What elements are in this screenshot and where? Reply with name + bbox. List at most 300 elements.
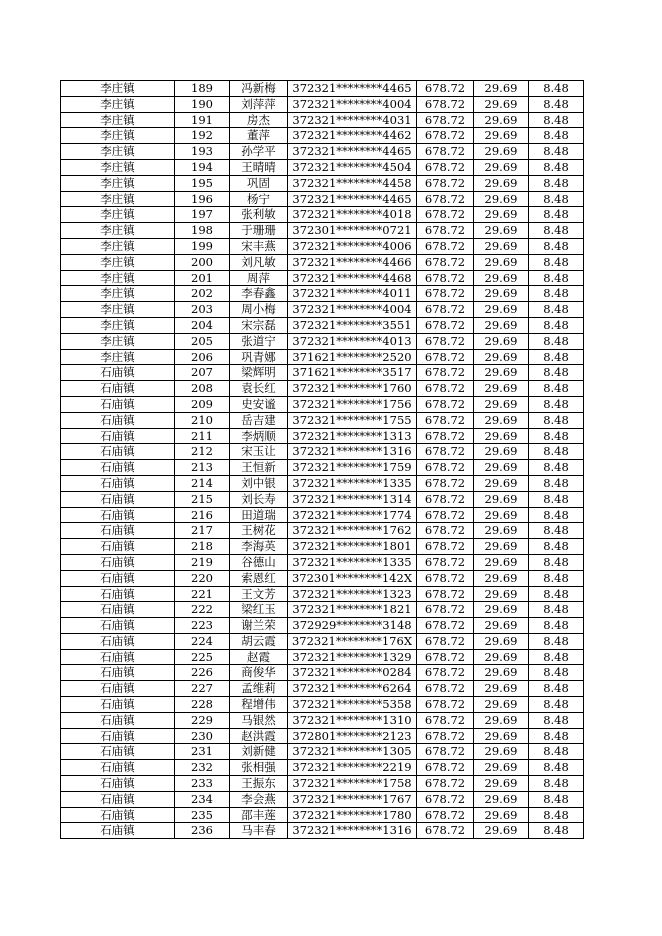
- name-cell: 谷德山: [230, 554, 288, 570]
- value-cell-1: 29.69: [474, 649, 529, 665]
- table-row: [61, 128, 584, 144]
- table-row: [61, 681, 584, 697]
- town-cell: 石庙镇: [61, 649, 175, 665]
- id-number-cell: 372321********1821: [288, 602, 417, 618]
- number-cell: 235: [175, 807, 230, 823]
- value-cell-1: 29.69: [474, 807, 529, 823]
- amount-cell: 678.72: [417, 697, 474, 713]
- town-cell: 石庙镇: [61, 412, 175, 428]
- value-cell-1: 29.69: [474, 286, 529, 302]
- name-cell: 董萍: [230, 128, 288, 144]
- value-cell-2: 8.48: [529, 712, 584, 728]
- table-row: [61, 649, 584, 665]
- amount-cell: 678.72: [417, 396, 474, 412]
- value-cell-1: 29.69: [474, 444, 529, 460]
- town-cell: 石庙镇: [61, 776, 175, 792]
- town-cell: 石庙镇: [61, 570, 175, 586]
- town-cell: 李庄镇: [61, 144, 175, 160]
- table-row: [61, 223, 584, 239]
- town-cell: 李庄镇: [61, 81, 175, 97]
- name-cell: 周小梅: [230, 302, 288, 318]
- id-number-cell: 372321********176X: [288, 633, 417, 649]
- number-cell: 233: [175, 776, 230, 792]
- name-cell: 李春鑫: [230, 286, 288, 302]
- name-cell: 房杰: [230, 112, 288, 128]
- value-cell-1: 29.69: [474, 554, 529, 570]
- value-cell-2: 8.48: [529, 823, 584, 839]
- name-cell: 杨宁: [230, 191, 288, 207]
- town-cell: 石庙镇: [61, 586, 175, 602]
- id-number-cell: 372321********4465: [288, 191, 417, 207]
- id-number-cell: 372321********1774: [288, 507, 417, 523]
- number-cell: 228: [175, 697, 230, 713]
- value-cell-1: 29.69: [474, 333, 529, 349]
- amount-cell: 678.72: [417, 317, 474, 333]
- name-cell: 赵洪霞: [230, 728, 288, 744]
- town-cell: 石庙镇: [61, 365, 175, 381]
- amount-cell: 678.72: [417, 159, 474, 175]
- town-cell: 石庙镇: [61, 396, 175, 412]
- amount-cell: 678.72: [417, 81, 474, 97]
- amount-cell: 678.72: [417, 523, 474, 539]
- value-cell-1: 29.69: [474, 712, 529, 728]
- value-cell-2: 8.48: [529, 286, 584, 302]
- id-number-cell: 372321********4462: [288, 128, 417, 144]
- name-cell: 刘凡敏: [230, 254, 288, 270]
- value-cell-2: 8.48: [529, 159, 584, 175]
- value-cell-2: 8.48: [529, 191, 584, 207]
- table-row: [61, 238, 584, 254]
- name-cell: 赵霞: [230, 649, 288, 665]
- name-cell: 张相强: [230, 760, 288, 776]
- value-cell-1: 29.69: [474, 823, 529, 839]
- id-number-cell: 372321********4011: [288, 286, 417, 302]
- value-cell-1: 29.69: [474, 697, 529, 713]
- amount-cell: 678.72: [417, 128, 474, 144]
- name-cell: 宋玉让: [230, 444, 288, 460]
- id-number-cell: 371621********3517: [288, 365, 417, 381]
- value-cell-2: 8.48: [529, 618, 584, 634]
- table-row: [61, 791, 584, 807]
- amount-cell: 678.72: [417, 381, 474, 397]
- town-cell: 李庄镇: [61, 175, 175, 191]
- name-cell: 史安谧: [230, 396, 288, 412]
- id-number-cell: 372321********1329: [288, 649, 417, 665]
- name-cell: 程增伟: [230, 697, 288, 713]
- table-row: [61, 697, 584, 713]
- value-cell-2: 8.48: [529, 412, 584, 428]
- value-cell-2: 8.48: [529, 791, 584, 807]
- name-cell: 张利敏: [230, 207, 288, 223]
- name-cell: 张道宁: [230, 333, 288, 349]
- town-cell: 石庙镇: [61, 381, 175, 397]
- value-cell-1: 29.69: [474, 381, 529, 397]
- town-cell: 李庄镇: [61, 254, 175, 270]
- table-row: [61, 302, 584, 318]
- table-row: [61, 728, 584, 744]
- value-cell-1: 29.69: [474, 128, 529, 144]
- id-number-cell: 372321********4031: [288, 112, 417, 128]
- town-cell: 李庄镇: [61, 96, 175, 112]
- town-cell: 石庙镇: [61, 460, 175, 476]
- amount-cell: 678.72: [417, 602, 474, 618]
- name-cell: 孙学平: [230, 144, 288, 160]
- value-cell-1: 29.69: [474, 365, 529, 381]
- name-cell: 巩青娜: [230, 349, 288, 365]
- value-cell-2: 8.48: [529, 807, 584, 823]
- value-cell-1: 29.69: [474, 475, 529, 491]
- value-cell-2: 8.48: [529, 396, 584, 412]
- id-number-cell: 372321********1316: [288, 823, 417, 839]
- id-number-cell: 372321********3551: [288, 317, 417, 333]
- table-row: [61, 175, 584, 191]
- data-table: [60, 80, 584, 839]
- id-number-cell: 372929********3148: [288, 618, 417, 634]
- table-row: [61, 618, 584, 634]
- id-number-cell: 372321********4504: [288, 159, 417, 175]
- name-cell: 梁辉明: [230, 365, 288, 381]
- amount-cell: 678.72: [417, 223, 474, 239]
- id-number-cell: 372321********1762: [288, 523, 417, 539]
- value-cell-1: 29.69: [474, 349, 529, 365]
- number-cell: 201: [175, 270, 230, 286]
- name-cell: 梁红玉: [230, 602, 288, 618]
- value-cell-2: 8.48: [529, 475, 584, 491]
- value-cell-1: 29.69: [474, 491, 529, 507]
- value-cell-1: 29.69: [474, 270, 529, 286]
- value-cell-1: 29.69: [474, 602, 529, 618]
- town-cell: 石庙镇: [61, 665, 175, 681]
- name-cell: 巩固: [230, 175, 288, 191]
- name-cell: 孟维莉: [230, 681, 288, 697]
- table-row: [61, 96, 584, 112]
- value-cell-1: 29.69: [474, 760, 529, 776]
- value-cell-2: 8.48: [529, 428, 584, 444]
- name-cell: 王晴晴: [230, 159, 288, 175]
- name-cell: 王恒新: [230, 460, 288, 476]
- name-cell: 李海英: [230, 539, 288, 555]
- value-cell-2: 8.48: [529, 333, 584, 349]
- id-number-cell: 372321********1801: [288, 539, 417, 555]
- value-cell-2: 8.48: [529, 144, 584, 160]
- number-cell: 190: [175, 96, 230, 112]
- id-number-cell: 372321********4458: [288, 175, 417, 191]
- number-cell: 198: [175, 223, 230, 239]
- table-row: [61, 286, 584, 302]
- number-cell: 202: [175, 286, 230, 302]
- value-cell-2: 8.48: [529, 760, 584, 776]
- value-cell-2: 8.48: [529, 539, 584, 555]
- amount-cell: 678.72: [417, 333, 474, 349]
- amount-cell: 678.72: [417, 175, 474, 191]
- number-cell: 213: [175, 460, 230, 476]
- name-cell: 岳吉建: [230, 412, 288, 428]
- number-cell: 203: [175, 302, 230, 318]
- amount-cell: 678.72: [417, 207, 474, 223]
- town-cell: 石庙镇: [61, 633, 175, 649]
- value-cell-1: 29.69: [474, 207, 529, 223]
- table-row: [61, 428, 584, 444]
- amount-cell: 678.72: [417, 144, 474, 160]
- number-cell: 226: [175, 665, 230, 681]
- id-number-cell: 372321********1305: [288, 744, 417, 760]
- value-cell-1: 29.69: [474, 428, 529, 444]
- amount-cell: 678.72: [417, 238, 474, 254]
- amount-cell: 678.72: [417, 112, 474, 128]
- number-cell: 206: [175, 349, 230, 365]
- number-cell: 232: [175, 760, 230, 776]
- number-cell: 221: [175, 586, 230, 602]
- town-cell: 李庄镇: [61, 333, 175, 349]
- number-cell: 220: [175, 570, 230, 586]
- town-cell: 石庙镇: [61, 602, 175, 618]
- number-cell: 236: [175, 823, 230, 839]
- id-number-cell: 372321********1780: [288, 807, 417, 823]
- number-cell: 192: [175, 128, 230, 144]
- table-row: [61, 602, 584, 618]
- name-cell: 马银然: [230, 712, 288, 728]
- table-row: [61, 381, 584, 397]
- name-cell: 刘新健: [230, 744, 288, 760]
- value-cell-1: 29.69: [474, 159, 529, 175]
- value-cell-2: 8.48: [529, 317, 584, 333]
- value-cell-1: 29.69: [474, 81, 529, 97]
- town-cell: 石庙镇: [61, 523, 175, 539]
- amount-cell: 678.72: [417, 633, 474, 649]
- id-number-cell: 372321********4004: [288, 96, 417, 112]
- town-cell: 李庄镇: [61, 159, 175, 175]
- town-cell: 石庙镇: [61, 554, 175, 570]
- value-cell-2: 8.48: [529, 349, 584, 365]
- amount-cell: 678.72: [417, 191, 474, 207]
- amount-cell: 678.72: [417, 586, 474, 602]
- value-cell-1: 29.69: [474, 665, 529, 681]
- value-cell-2: 8.48: [529, 460, 584, 476]
- table-row: [61, 776, 584, 792]
- value-cell-2: 8.48: [529, 238, 584, 254]
- town-cell: 石庙镇: [61, 618, 175, 634]
- value-cell-1: 29.69: [474, 254, 529, 270]
- table-row: [61, 333, 584, 349]
- number-cell: 209: [175, 396, 230, 412]
- town-cell: 石庙镇: [61, 444, 175, 460]
- number-cell: 210: [175, 412, 230, 428]
- table-row: [61, 507, 584, 523]
- table-row: [61, 554, 584, 570]
- town-cell: 李庄镇: [61, 349, 175, 365]
- value-cell-1: 29.69: [474, 728, 529, 744]
- id-number-cell: 372321********4465: [288, 81, 417, 97]
- amount-cell: 678.72: [417, 728, 474, 744]
- amount-cell: 678.72: [417, 412, 474, 428]
- amount-cell: 678.72: [417, 286, 474, 302]
- table-row: [61, 760, 584, 776]
- value-cell-1: 29.69: [474, 586, 529, 602]
- value-cell-1: 29.69: [474, 175, 529, 191]
- value-cell-2: 8.48: [529, 665, 584, 681]
- id-number-cell: 372321********4013: [288, 333, 417, 349]
- amount-cell: 678.72: [417, 254, 474, 270]
- table-row: [61, 396, 584, 412]
- id-number-cell: 372301********0721: [288, 223, 417, 239]
- id-number-cell: 372321********1755: [288, 412, 417, 428]
- town-cell: 石庙镇: [61, 791, 175, 807]
- value-cell-2: 8.48: [529, 381, 584, 397]
- table-row: [61, 460, 584, 476]
- town-cell: 石庙镇: [61, 475, 175, 491]
- value-cell-2: 8.48: [529, 491, 584, 507]
- number-cell: 222: [175, 602, 230, 618]
- table-row: [61, 491, 584, 507]
- town-cell: 石庙镇: [61, 428, 175, 444]
- amount-cell: 678.72: [417, 349, 474, 365]
- value-cell-2: 8.48: [529, 681, 584, 697]
- amount-cell: 678.72: [417, 570, 474, 586]
- amount-cell: 678.72: [417, 302, 474, 318]
- name-cell: 商俊华: [230, 665, 288, 681]
- table-row: [61, 570, 584, 586]
- amount-cell: 678.72: [417, 270, 474, 286]
- value-cell-2: 8.48: [529, 570, 584, 586]
- table-row: [61, 586, 584, 602]
- table-row: [61, 144, 584, 160]
- number-cell: 227: [175, 681, 230, 697]
- amount-cell: 678.72: [417, 554, 474, 570]
- table-row: [61, 412, 584, 428]
- value-cell-1: 29.69: [474, 96, 529, 112]
- id-number-cell: 372801********2123: [288, 728, 417, 744]
- number-cell: 208: [175, 381, 230, 397]
- name-cell: 王振东: [230, 776, 288, 792]
- name-cell: 李炳顺: [230, 428, 288, 444]
- id-number-cell: 372321********4004: [288, 302, 417, 318]
- number-cell: 224: [175, 633, 230, 649]
- town-cell: 李庄镇: [61, 191, 175, 207]
- name-cell: 于珊珊: [230, 223, 288, 239]
- number-cell: 230: [175, 728, 230, 744]
- name-cell: 王文芳: [230, 586, 288, 602]
- number-cell: 207: [175, 365, 230, 381]
- id-number-cell: 372321********1759: [288, 460, 417, 476]
- id-number-cell: 372321********1314: [288, 491, 417, 507]
- name-cell: 冯新梅: [230, 81, 288, 97]
- value-cell-2: 8.48: [529, 223, 584, 239]
- value-cell-2: 8.48: [529, 254, 584, 270]
- amount-cell: 678.72: [417, 365, 474, 381]
- number-cell: 200: [175, 254, 230, 270]
- number-cell: 231: [175, 744, 230, 760]
- name-cell: 田道瑞: [230, 507, 288, 523]
- amount-cell: 678.72: [417, 744, 474, 760]
- amount-cell: 678.72: [417, 475, 474, 491]
- value-cell-2: 8.48: [529, 602, 584, 618]
- amount-cell: 678.72: [417, 618, 474, 634]
- table-row: [61, 475, 584, 491]
- id-number-cell: 372321********1756: [288, 396, 417, 412]
- value-cell-1: 29.69: [474, 681, 529, 697]
- number-cell: 211: [175, 428, 230, 444]
- value-cell-1: 29.69: [474, 460, 529, 476]
- number-cell: 195: [175, 175, 230, 191]
- name-cell: 邵丰莲: [230, 807, 288, 823]
- town-cell: 石庙镇: [61, 539, 175, 555]
- value-cell-2: 8.48: [529, 744, 584, 760]
- value-cell-1: 29.69: [474, 238, 529, 254]
- table-body: [61, 81, 584, 839]
- value-cell-2: 8.48: [529, 554, 584, 570]
- value-cell-2: 8.48: [529, 633, 584, 649]
- table-row: [61, 349, 584, 365]
- number-cell: 204: [175, 317, 230, 333]
- id-number-cell: 372321********4006: [288, 238, 417, 254]
- id-number-cell: 372321********1310: [288, 712, 417, 728]
- name-cell: 刘中银: [230, 475, 288, 491]
- number-cell: 194: [175, 159, 230, 175]
- table-row: [61, 365, 584, 381]
- table-row: [61, 444, 584, 460]
- name-cell: 周萍: [230, 270, 288, 286]
- id-number-cell: 372321********1323: [288, 586, 417, 602]
- id-number-cell: 372321********1767: [288, 791, 417, 807]
- value-cell-1: 29.69: [474, 744, 529, 760]
- number-cell: 189: [175, 81, 230, 97]
- value-cell-2: 8.48: [529, 81, 584, 97]
- table-row: [61, 539, 584, 555]
- amount-cell: 678.72: [417, 460, 474, 476]
- town-cell: 李庄镇: [61, 238, 175, 254]
- number-cell: 215: [175, 491, 230, 507]
- id-number-cell: 372321********4468: [288, 270, 417, 286]
- town-cell: 石庙镇: [61, 681, 175, 697]
- name-cell: 刘长寿: [230, 491, 288, 507]
- table-row: [61, 207, 584, 223]
- value-cell-1: 29.69: [474, 523, 529, 539]
- name-cell: 马丰春: [230, 823, 288, 839]
- amount-cell: 678.72: [417, 712, 474, 728]
- value-cell-1: 29.69: [474, 144, 529, 160]
- table-row: [61, 317, 584, 333]
- number-cell: 225: [175, 649, 230, 665]
- name-cell: 宋宗磊: [230, 317, 288, 333]
- name-cell: 王树花: [230, 523, 288, 539]
- name-cell: 李会燕: [230, 791, 288, 807]
- amount-cell: 678.72: [417, 823, 474, 839]
- value-cell-1: 29.69: [474, 302, 529, 318]
- value-cell-2: 8.48: [529, 586, 584, 602]
- name-cell: 刘萍萍: [230, 96, 288, 112]
- table-row: [61, 81, 584, 97]
- town-cell: 石庙镇: [61, 807, 175, 823]
- table-row: [61, 823, 584, 839]
- id-number-cell: 372321********4018: [288, 207, 417, 223]
- id-number-cell: 372321********1313: [288, 428, 417, 444]
- table-row: [61, 744, 584, 760]
- table-row: [61, 523, 584, 539]
- number-cell: 217: [175, 523, 230, 539]
- number-cell: 191: [175, 112, 230, 128]
- amount-cell: 678.72: [417, 807, 474, 823]
- table-row: [61, 665, 584, 681]
- town-cell: 石庙镇: [61, 744, 175, 760]
- town-cell: 李庄镇: [61, 112, 175, 128]
- value-cell-2: 8.48: [529, 507, 584, 523]
- name-cell: 谢兰荣: [230, 618, 288, 634]
- id-number-cell: 372321********1335: [288, 475, 417, 491]
- table-row: [61, 254, 584, 270]
- value-cell-1: 29.69: [474, 618, 529, 634]
- number-cell: 216: [175, 507, 230, 523]
- value-cell-2: 8.48: [529, 649, 584, 665]
